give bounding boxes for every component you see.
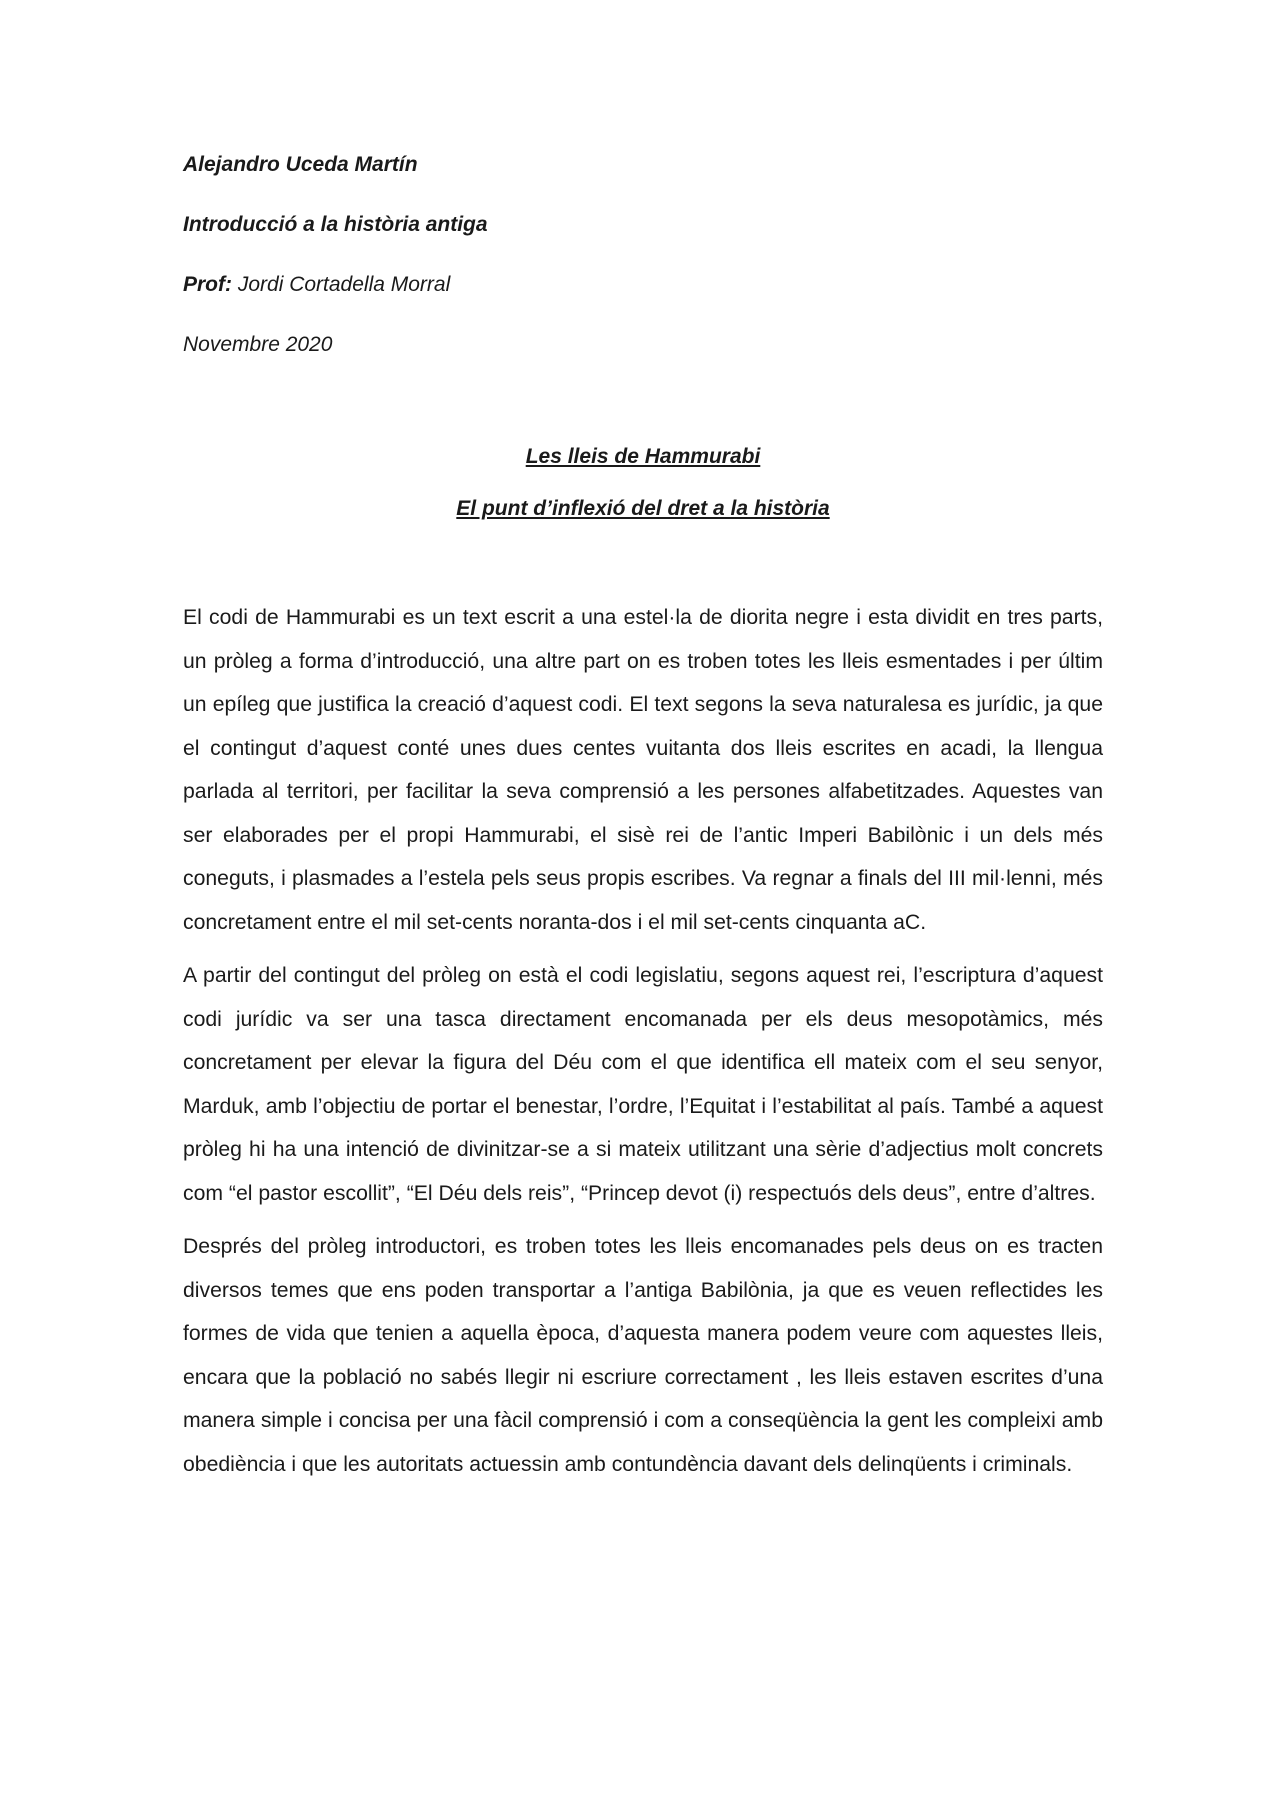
professor-label: Prof: [183, 273, 232, 296]
paragraph-2: A partir del contingut del pròleg on està el codi legislatiu, segons aquest rei, l’escriptura d’aquest codi jurídic va ser una tasca directament encomanada per els deus mesopotàmics, més concretament per elevar la figura del Déu com el que identifica ell mateix com el seu senyor, Marduk, amb l’objectiu de portar el benestar, l’ordre, l’Equitat i l’estabilitat al país. També a aquest pròleg hi ha una intenció de divinitzar-se a si mateix utilitzant una sèrie d’adjectius molt concrets com “el pastor escollit”, “El Déu dels reis”, “Princep devot (i) respectuós dels deus”, entre d’altres. [183, 964, 1103, 1205]
course-name: Introducció a la història antiga [183, 213, 488, 236]
document-title: Les lleis de Hammurabi [525, 445, 761, 468]
document-date: Novembre 2020 [183, 333, 333, 356]
author-name: Alejandro Uceda Martín [183, 153, 418, 176]
professor-line [183, 270, 1083, 300]
professor-name: Jordi Cortadella Morral [237, 273, 451, 296]
paragraph-1: El codi de Hammurabi es un text escrit a una estel·la de diorita negre i esta dividit en tres parts, un pròleg a forma d’introducció, una altre part on es troben totes les lleis esmentades i per últim un epíleg que justifica la creació d’aquest codi. El text segons la seva naturalesa es jurídic, ja que el contingut d’aquest conté unes dues centes vuitanta dos lleis escrites en acadi, la llengua parlada al territori, per facilitar la seva comprensió a les persones alfabetitzades. Aquestes van ser elaborades per el propi Hammurabi, el sisè rei de l’antic Imperi Babilònic i un dels més coneguts, i plasmades a l’estela pels seus propis escribes. Va regnar a finals del III mil·lenni, més concretament entre el mil set-cents noranta-dos i el mil set-cents cinquanta aC. [183, 606, 1103, 934]
paragraph-3: Després del pròleg introductori, es troben totes les lleis encomanades pels deus on es tracten diversos temes que ens poden transportar a l’antiga Babilònia, ja que es veuen reflectides les formes de vida que tenien a aquella època, d’aquesta manera podem veure com aquestes lleis, encara que la població no sabés llegir ni escriure correctament , les lleis estaven escrites d’una manera simple i concisa per una fàcil comprensió i com a conseqüència la gent les compleixi amb obediència i que les autoritats actuessin amb contundència davant dels delinqüents i criminals. [183, 1235, 1103, 1476]
document-body [183, 596, 1103, 1496]
document-header [183, 150, 1083, 390]
document-subtitle: El punt d’inflexió del dret a la història [456, 497, 830, 520]
title-block [183, 442, 1103, 546]
